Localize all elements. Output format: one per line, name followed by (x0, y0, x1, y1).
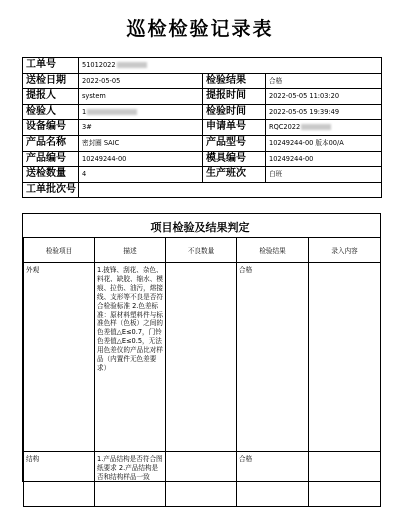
info-row-product-no (23, 151, 382, 167)
result-table (23, 237, 381, 507)
redacted-mask (117, 62, 147, 68)
result-value: 合格 (266, 73, 382, 89)
model-label: 产品型号 (203, 135, 266, 151)
header-result: 检验结果 (237, 238, 309, 263)
shift-value: 白班 (266, 167, 382, 183)
product-name-value: 密封圈 SAIC (79, 135, 203, 151)
model-value: 10249244-00 版本00/A (266, 135, 382, 151)
info-row-product-name (23, 135, 382, 151)
info-row-submitter (23, 89, 382, 105)
header-item: 检验项目 (24, 238, 95, 263)
equipment-value: 3# (79, 120, 203, 136)
qty-value: 4 (79, 167, 203, 183)
cell-defects (166, 263, 237, 452)
info-row-inspector (23, 104, 382, 120)
mold-label: 模具编号 (203, 151, 266, 167)
info-row-work-order (23, 58, 382, 74)
cell-item: 外观 (24, 263, 95, 452)
inspect-time-value: 2022-05-05 19:39:49 (266, 104, 382, 120)
cell-entry (309, 452, 381, 507)
product-no-value: 10249244-00 (79, 151, 203, 167)
batch-label: 工单批次号 (23, 182, 79, 198)
inspect-time-label: 检验时间 (203, 104, 266, 120)
info-row-batch (23, 182, 382, 198)
cell-description: 1.披锋、刮花、杂色、料花、缺胶、缩水、模痕、拉伤、油污，熔接线、支形等不良是否符合检验标准 2.色差标准：原材料塑料件与标准色样（色板）之间的色差值△E≤0.7，门铃色差值△E≤0.5，无法用色差仪的产品比对样品（内置件无色差要求） (95, 263, 166, 452)
date-label: 送检日期 (23, 73, 79, 89)
cell-result: 合格 (237, 263, 309, 452)
request-label: 申请单号 (203, 120, 266, 136)
date-value: 2022-05-05 (79, 73, 203, 89)
cell-description: 1.产品结构是否符合图纸要求 2.产品结构是否和结构样品一致 (95, 452, 166, 507)
product-no-label: 产品编号 (23, 151, 79, 167)
mold-value: 10249244-00 (266, 151, 382, 167)
redacted-mask (87, 109, 137, 115)
shift-label: 生产班次 (203, 167, 266, 183)
info-row-date (23, 73, 382, 89)
result-header-row (24, 238, 381, 263)
info-table (22, 57, 382, 198)
request-value: RQC2022 (266, 120, 382, 136)
batch-value (79, 182, 382, 198)
header-description: 描述 (95, 238, 166, 263)
table-row (24, 263, 381, 452)
info-row-equipment (23, 120, 382, 136)
work-order-label: 工单号 (23, 58, 79, 74)
inspector-label: 检验人 (23, 104, 79, 120)
cell-entry (309, 263, 381, 452)
work-order-value: 51012022 (79, 58, 382, 74)
submitter-value: system (79, 89, 203, 105)
submit-time-label: 提报时间 (203, 89, 266, 105)
qty-label: 送检数量 (23, 167, 79, 183)
product-name-label: 产品名称 (23, 135, 79, 151)
document-title: 巡检检验记录表 (126, 18, 274, 40)
header-defects: 不良数量 (166, 238, 237, 263)
cell-item: 结构 (24, 452, 95, 507)
table-row (24, 452, 381, 507)
header-entry: 录入内容 (309, 238, 381, 263)
redacted-mask (301, 124, 331, 130)
inspector-value: 1 (79, 104, 203, 120)
cell-defects (166, 452, 237, 507)
info-row-qty (23, 167, 382, 183)
section-title: 项目检验及结果判定 (150, 221, 250, 234)
equipment-label: 设备编号 (23, 120, 79, 136)
result-label: 检验结果 (203, 73, 266, 89)
cell-result: 合格 (237, 452, 309, 507)
submitter-label: 提报人 (23, 89, 79, 105)
submit-time-value: 2022-05-05 11:03:20 (266, 89, 382, 105)
